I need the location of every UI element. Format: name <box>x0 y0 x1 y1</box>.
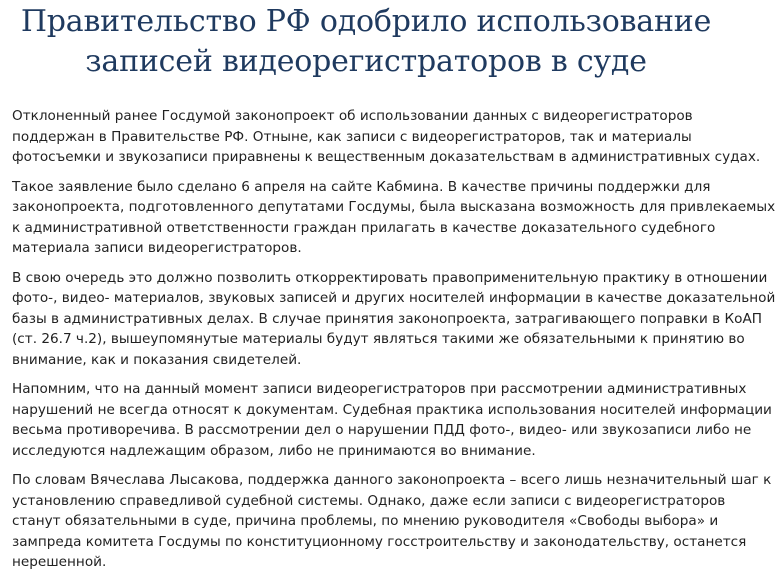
paragraph-line: нерешенной. <box>12 554 107 570</box>
paragraph-line: поддержан в Правительстве РФ. Отныне, как записи с видеорегистраторов, так и материалы <box>12 128 692 145</box>
paragraph-line: базы в административных делах. В случае принятия законопроекта, затрагивающего поправки в КоАП <box>12 310 762 327</box>
article-paragraph <box>12 268 775 371</box>
paragraph-line: фотосъемки и звукозаписи приравнены к вещественным доказательствам в административных судах. <box>12 149 761 165</box>
paragraph-line: к административной ответственности граждан прилагать в качестве доказательного судебного <box>12 219 716 236</box>
paragraph-line: Напомним, что на данный момент записи видеорегистраторов при рассмотрении административных <box>12 381 747 397</box>
headline-line: записей видеорегистраторов в суде <box>85 44 647 79</box>
article-body <box>12 106 775 582</box>
paragraph-line: станут обязательными в суде, причина проблемы, по мнению руководителя «Свободы выбора» и <box>12 513 719 529</box>
paragraph-line: весьма противоречива. В рассмотрении дел о нарушении ПДД фото-, видео- или звукозаписи либо не <box>12 422 752 438</box>
paragraph-line: установлению справедливой судебной системы. Однако, даже если записи с видеорегистраторов <box>12 492 726 509</box>
article-paragraph <box>12 177 775 259</box>
paragraph-line: законопроекта, подготовленного депутатами Госдумы, была высказана возможность для привлекаемых <box>12 199 775 215</box>
paragraph-line: исследуются надлежащим образом, либо не принимаются во внимание. <box>12 442 536 459</box>
paragraph-line: Такое заявление было сделано 6 апреля на сайте Кабмина. В качестве причины поддержки для <box>12 178 711 195</box>
paragraph-line: (ст. 26.7 ч.2), вышеупомянутые материалы будут являться такими же обязательными к принятию во <box>12 331 745 347</box>
paragraph-line: В свою очередь это должно позволить откорректировать правоприменительную практику в отношении <box>12 269 768 286</box>
article-paragraph <box>12 379 772 461</box>
article-paragraph <box>12 106 761 168</box>
article-paragraph <box>12 470 772 573</box>
paragraph-line: материала записи видеорегистраторов. <box>12 240 302 256</box>
headline-line: Правительство РФ одобрило использование <box>20 4 712 39</box>
paragraph-line: По словам Вячеслава Лысакова, поддержка данного законопроекта – всего лишь незначительный шаг к <box>12 472 772 488</box>
paragraph-line: внимание, как и показания свидетелей. <box>12 351 302 368</box>
paragraph-line: фото-, видео- материалов, звуковых записей и других носителей информации в качестве доказательной <box>12 290 775 306</box>
paragraph-line: зампреда комитета Госдумы по конституционному госстроительству и законодательству, останется <box>12 533 747 550</box>
paragraph-line: Отклоненный ранее Госдумой законопроект об использовании данных с видеорегистраторов <box>12 108 693 124</box>
article-headline <box>6 2 726 82</box>
paragraph-line: нарушений не всегда относят к документам. Судебная практика использования носителей информации <box>12 401 772 418</box>
